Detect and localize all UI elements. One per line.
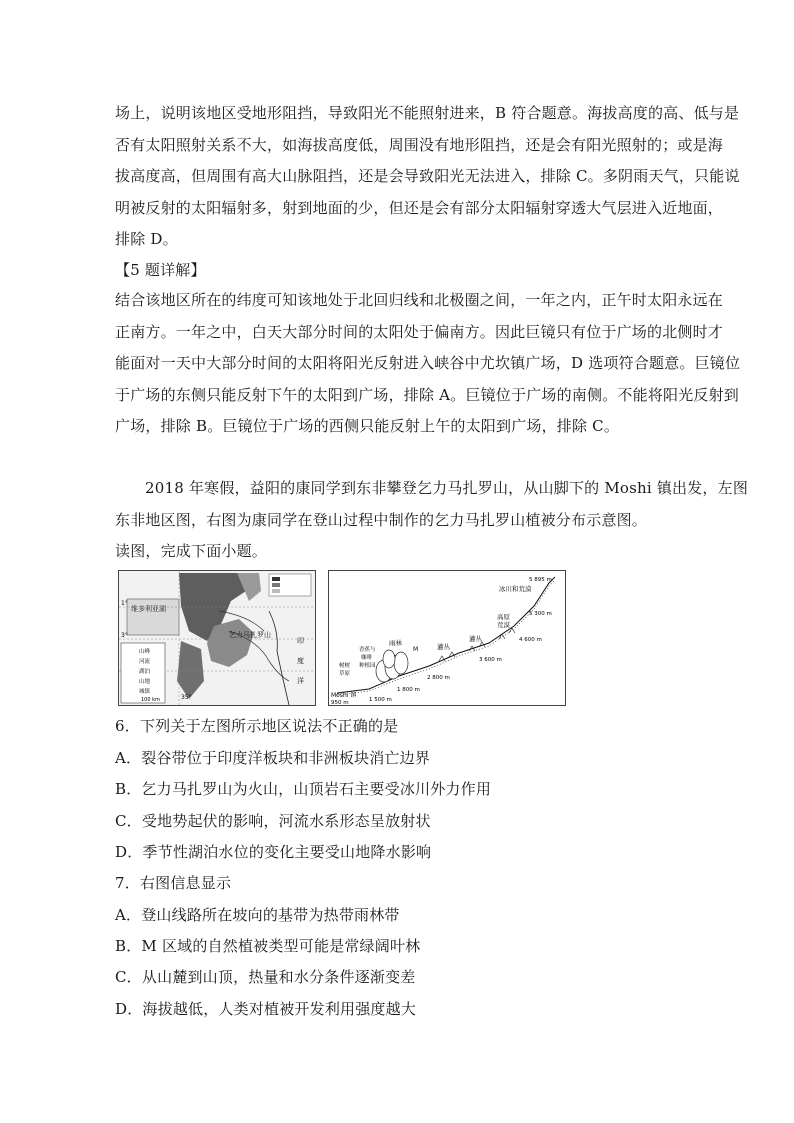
crop-label: 香蕉与 xyxy=(359,647,376,653)
elevation-label: 5 300 m xyxy=(529,611,552,617)
legend-item: 山峰 xyxy=(139,649,151,655)
question-option: D．海拔越低，人类对植被开发利用强度越大 xyxy=(115,1000,417,1018)
intro-line: 读图，完成下面小题。 xyxy=(115,542,268,560)
crop-label: 咖啡 xyxy=(361,655,373,661)
section-heading: 【5 题详解】 xyxy=(115,261,206,279)
paragraph-line: 广场，排除 B。巨镜位于广场的西侧只能反射上午的太阳到广场，排除 C。 xyxy=(115,417,620,435)
paragraph-line: 结合该地区所在的纬度可知该地处于北回归线和北极圈之间，一年之内，正午时太阳永远在 xyxy=(115,291,724,309)
paragraph-line: 正南方。一年之中，白天大部分时间的太阳处于偏南方。因此巨镜只有位于广场的北侧时才 xyxy=(115,323,724,341)
figures xyxy=(118,570,568,706)
zone-label: 冰川和荒漠 xyxy=(499,585,532,593)
paragraph-line: 场上，说明该地区受地形阻挡，导致阳光不能照射进来，B 符合题意。海拔高度的高、低与是 xyxy=(115,104,740,122)
paragraph-line: 拔高度高，但周围有高大山脉阻挡，还是会导致阳光无法进入，排除 C。多阴雨天气，只能说 xyxy=(115,167,740,185)
legend-item: 河流 xyxy=(139,659,151,665)
elevation-label: 1 800 m xyxy=(397,687,420,693)
question-option: C．从山麓到山顶，热量和水分条件逐渐变差 xyxy=(115,968,416,986)
crop-label: 种植园 xyxy=(359,663,376,669)
intro-line: 2018 年寒假，益阳的康同学到东非攀登乞力马扎罗山，从山脚下的 Moshi 镇出发，左图 xyxy=(145,479,749,497)
town-label: Moshi 镇 xyxy=(331,692,357,699)
crop-label: 树树 xyxy=(339,663,351,669)
question-option: A．登山线路所在坡向的基带为热带雨林带 xyxy=(115,906,400,924)
legend-item: 山地 xyxy=(139,679,151,685)
east-africa-map xyxy=(118,570,316,706)
zone-label: 荒漠 xyxy=(497,621,510,629)
question-option: B．M 区域的自然植被类型可能是常绿阔叶林 xyxy=(115,937,421,955)
mountain-label: 乞力马扎罗山 xyxy=(229,631,271,639)
legend-item: 湖泊 xyxy=(139,669,151,675)
zone-label: 灌丛 xyxy=(437,643,450,651)
ocean-label: 洋 xyxy=(297,677,304,685)
elevation-label: 5 895 m xyxy=(529,577,552,583)
paragraph-line: 于广场的东侧只能反射下午的太阳到广场，排除 A。巨镜位于广场的南侧。不能将阳光反射到 xyxy=(115,386,740,404)
lat-label: 3° xyxy=(121,632,128,639)
vegetation-profile xyxy=(328,570,566,706)
paragraph-line: 能面对一天中大部分时间的太阳将阳光反射进入峡谷中尤坎镇广场，D 选项符合题意。巨镜位 xyxy=(115,354,741,372)
lon-label: 35° xyxy=(181,694,192,701)
elevation-label: 1 500 m xyxy=(369,697,392,703)
crop-label: 草原 xyxy=(339,671,351,677)
lake-label: 维多利亚湖 xyxy=(131,605,166,613)
scale-label: 100 km xyxy=(141,697,160,703)
question-option: D．季节性湖泊水位的变化主要受山地降水影响 xyxy=(115,843,432,861)
paragraph-line: 排除 D。 xyxy=(115,230,178,248)
zone-label: M xyxy=(413,646,419,653)
ocean-label: 度 xyxy=(297,657,304,665)
zone-label: 高原 xyxy=(497,613,510,621)
elevation-label: 3 600 m xyxy=(479,657,502,663)
intro-line: 东非地区图，右图为康同学在登山过程中制作的乞力马扎罗山植被分布示意图。 xyxy=(115,511,648,529)
question-option: B．乞力马扎罗山为火山，山顶岩石主要受冰川外力作用 xyxy=(115,780,492,798)
zone-label: 灌丛 xyxy=(469,635,482,643)
question-stem: 7．右图信息显示 xyxy=(115,874,232,892)
legend-item: 城镇 xyxy=(139,689,151,695)
question-option: A．裂谷带位于印度洋板块和非洲板块消亡边界 xyxy=(115,749,431,767)
question-stem: 6．下列关于左图所示地区说法不正确的是 xyxy=(115,717,399,735)
lat-label: 1° xyxy=(121,600,128,607)
question-option: C．受地势起伏的影响，河流水系形态呈放射状 xyxy=(115,812,431,830)
zone-label: 雨林 xyxy=(389,639,402,647)
paragraph-line: 否有太阳照射关系不大，如海拔高度低，周围没有地形阻挡，还是会有阳光照射的；或是海 xyxy=(115,136,724,154)
ocean-label: 印 xyxy=(297,637,304,645)
elevation-label: 950 m xyxy=(331,700,349,705)
paragraph-line: 明被反射的太阳辐射多，射到地面的少，但还是会有部分太阳辐射穿透大气层进入近地面， xyxy=(115,199,724,217)
elevation-label: 2 800 m xyxy=(427,675,450,681)
elevation-label: 4 600 m xyxy=(519,637,542,643)
